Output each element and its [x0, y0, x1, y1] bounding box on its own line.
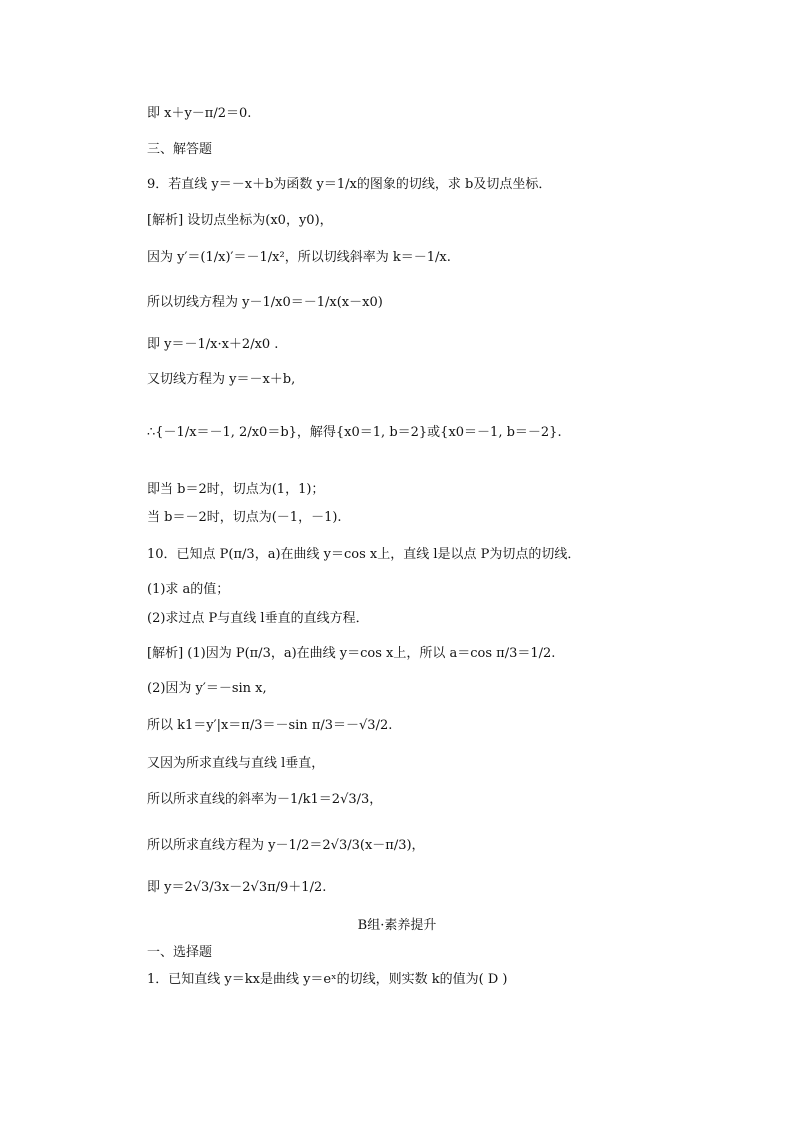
- sub-question: (1)求 a的值；: [147, 582, 230, 597]
- solution-line: 所以 k1＝y′|x＝π/3＝－sin π/3＝－√3/2.: [147, 718, 393, 733]
- solution-line: 即当 b＝2时，切点为(1，1)；: [147, 482, 325, 497]
- section-heading-choice: 一、选择题: [147, 945, 213, 960]
- section-heading-answer: 三、解答题: [147, 142, 213, 157]
- solution-line: [解析] (1)因为 P(π/3，a)在曲线 y＝cos x上，所以 a＝cos π/3＝1/2.: [147, 646, 556, 661]
- question-9: 9．若直线 y＝－x＋b为函数 y＝1/x的图象的切线，求 b及切点坐标．: [147, 177, 552, 192]
- solution-line: [解析] 设切点坐标为(x0，y0)，: [147, 213, 333, 228]
- equation-line: 即 x＋y－π/2＝0.: [147, 106, 252, 121]
- solution-line: 所以所求直线的斜率为－1/k1＝2√3/3，: [147, 792, 383, 807]
- solution-line: 又因为所求直线与直线 l垂直，: [147, 756, 325, 771]
- question-b1: 1．已知直线 y＝kx是曲线 y＝eˣ的切线，则实数 k的值为( D ): [147, 972, 508, 987]
- solution-line: 当 b＝－2时，切点为(－1，－1).: [147, 510, 342, 525]
- solution-line: 又切线方程为 y＝－x＋b,: [147, 372, 296, 387]
- sub-question: (2)求过点 P与直线 l垂直的直线方程．: [147, 611, 369, 626]
- question-10: 10．已知点 P(π/3，a)在曲线 y＝cos x上，直线 l是以点 P为切点的切线．: [147, 547, 581, 562]
- solution-line: 即 y＝2√3/3x－2√3π/9＋1/2.: [147, 880, 327, 895]
- solution-line: 因为 y′＝(1/x)′＝－1/x²，所以切线斜率为 k＝－1/x.: [147, 250, 451, 265]
- solution-line: (2)因为 y′＝－sin x,: [147, 681, 267, 696]
- solution-line: 即 y＝－1/x·x＋2/x0 .: [147, 337, 279, 352]
- solution-line: 所以切线方程为 y－1/x0＝－1/x(x－x0): [147, 295, 383, 310]
- solution-line: 所以所求直线方程为 y－1/2＝2√3/3(x－π/3)，: [147, 838, 425, 853]
- equation-system-line: ∴{－1/x＝－1, 2/x0＝b}，解得{x0＝1, b＝2}或{x0＝－1, b＝－2}.: [147, 425, 562, 440]
- group-b-heading: B组·素养提升: [357, 918, 437, 933]
